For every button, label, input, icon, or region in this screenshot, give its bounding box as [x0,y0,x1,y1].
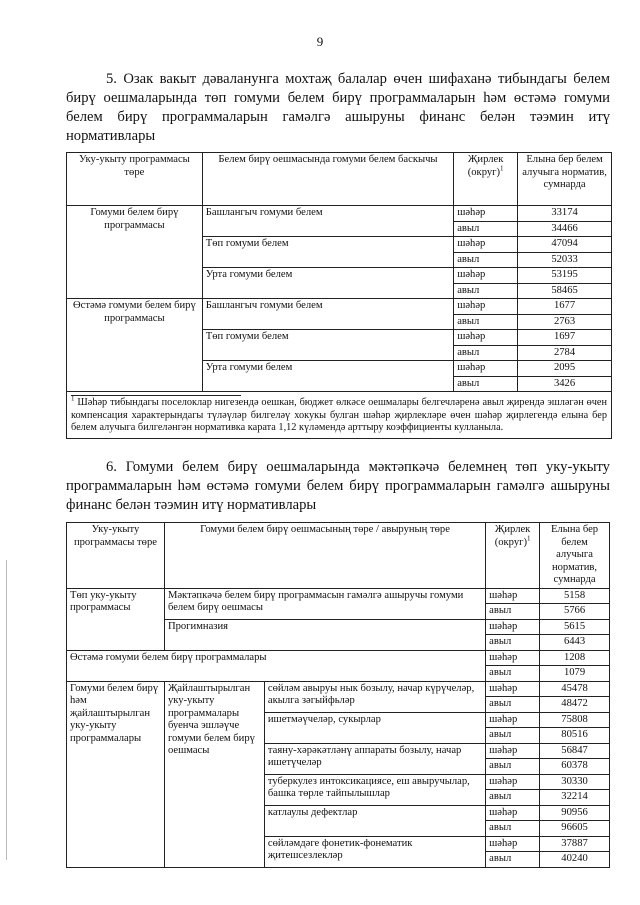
disease-type-cell: сөйләмдәге фонетик-фонематик җитешсезлекләр [264,836,485,867]
normative-value-cell: 96605 [540,821,610,837]
normative-value-cell: 2784 [518,345,612,361]
locality-cell: авыл [486,635,540,651]
normative-value-cell: 52033 [518,252,612,268]
scan-edge-mark [6,560,7,860]
section-6-heading [66,458,610,515]
normative-value-cell: 75808 [540,712,610,728]
normative-value-cell: 56847 [540,743,610,759]
header-locality: Җирлек (округ)$^1$ [454,153,518,206]
header-normative: Елына бер белем алучыга норматив, сумнарда [518,153,612,206]
locality-cell: шәһәр [486,836,540,852]
normative-value-cell: 1079 [540,666,610,682]
locality-cell: шәһәр [486,774,540,790]
table-row [67,299,612,315]
locality-cell: шәһәр [454,330,518,346]
table-header-row [67,153,612,206]
header-normative: Елына бер белем алучыга норматив, сумнарда [540,523,610,589]
normative-value-cell: 80516 [540,728,610,744]
footnote-text: Шәһәр тибындагы поселоклар нигезендә оешкан, бюджет өлкәсе оешмалары белгечләренә авыл җирендә эшләгән өчен компенсация характерындагы түләүләр билгеләү хокукы булган шәһәр җирлекләре өчен шәһәр җирлегендә елына бер белем алучыга билгеләнгән нормативка карата 1,12 күләмендә арттыру коэффициенты кулланыла. [71,397,607,434]
table-row [67,681,610,697]
locality-cell: авыл [486,852,540,868]
education-level-cell: Башлангыч гомуми белем [202,206,453,237]
locality-cell: шәһәр [454,361,518,377]
education-level-cell: Төп гомуми белем [202,237,453,268]
locality-cell: авыл [454,283,518,299]
disease-type-cell: таяну-хәрәкәтләнү аппараты бозылу, начар ишетүчеләр [264,743,485,774]
locality-cell: шәһәр [454,237,518,253]
disease-type-cell: ишетмәүчеләр, сукырлар [264,712,485,743]
program-type-cell: Өстәмә гомуми белем бирү программасы [67,299,203,392]
program-type-cell: Гомуми белем бирү программасы [67,206,203,299]
disease-type-cell: катлаулы дефектлар [264,805,485,836]
header-organization-type: Гомуми белем бирү оешмасының төре / авыруның төре [164,523,485,589]
section-6-title: Гомуми белем бирү оешмаларында мәктәпкәчә белемнең төп уку-укыту программаларын һәм өстәмә гомуми белем бирү программаларын гамәлгә ашыруны финанс белән тәэмин итү нормативлары [66,459,610,513]
disease-type-cell: сөйләм авыруы нык бозылу, начар күрүчеләр, акылга зәгыйфьләр [264,681,485,712]
normative-value-cell: 47094 [518,237,612,253]
locality-cell: авыл [486,666,540,682]
program-type-cell: Гомуми белем бирү һәм җайлаштырылган уку-укыту программалары [67,681,165,867]
normative-value-cell: 33174 [518,206,612,222]
program-type-cell: Төп уку-укыту программасы [67,588,165,650]
normative-value-cell: 34466 [518,221,612,237]
normative-value-cell: 1677 [518,299,612,315]
organization-cell: Җайлаштырылган уку-укыту программалары буенча эшләүче гомуми белем бирү оешмасы [164,681,264,867]
locality-cell: шәһәр [486,805,540,821]
locality-cell: шәһәр [454,299,518,315]
locality-cell: авыл [486,697,540,713]
section-5-title: Озак вакыт дәваланунга мохтаҗ балалар өчен шифаханә тибындагы белем бирү оешмаларында төп гомуми белем бирү программаларын һәм өстәмә гомуми белем бирү программаларын гамәлгә ашыруны финанс белән тәэмин итү нормативлары [66,71,610,144]
locality-cell: шәһәр [454,206,518,222]
normative-value-cell: 30330 [540,774,610,790]
normative-value-cell: 48472 [540,697,610,713]
organization-cell: Мәктәпкәчә белем бирү программасын гамәлгә ашыручы гомуми белем бирү оешмасы [164,588,485,619]
normative-value-cell: 53195 [518,268,612,284]
locality-cell: авыл [454,252,518,268]
normative-value-cell: 40240 [540,852,610,868]
program-type-cell: Өстәмә гомуми белем бирү программалары [67,650,486,681]
disease-type-cell: туберкулез интоксикациясе, еш авыручылар, башка төрле тайпылышлар [264,774,485,805]
section-6-number: 6. [106,459,117,475]
education-level-cell: Урта гомуми белем [202,268,453,299]
locality-cell: авыл [486,728,540,744]
normative-value-cell: 32214 [540,790,610,806]
section-6-table [66,522,610,868]
education-level-cell: Башлангыч гомуми белем [202,299,453,330]
normative-value-cell: 1208 [540,650,610,666]
header-education-level: Белем бирү оешмасында гомуми белем баскычы [202,153,453,206]
education-level-cell: Төп гомуми белем [202,330,453,361]
normative-value-cell: 45478 [540,681,610,697]
section-5-table [66,152,612,439]
footnote-row [67,392,612,439]
locality-cell: авыл [486,759,540,775]
locality-cell: шәһәр [486,650,540,666]
normative-value-cell: 2763 [518,314,612,330]
locality-cell: авыл [454,221,518,237]
table-row [67,650,610,666]
normative-value-cell: 2095 [518,361,612,377]
normative-value-cell: 5158 [540,588,610,604]
locality-cell: шәһәр [486,743,540,759]
locality-cell: авыл [486,604,540,620]
locality-cell: шәһәр [486,619,540,635]
normative-value-cell: 1697 [518,330,612,346]
locality-cell: шәһәр [486,681,540,697]
normative-value-cell: 6443 [540,635,610,651]
locality-cell: шәһәр [486,588,540,604]
header-program-type: Уку-укыту программасы төре [67,153,203,206]
section-5-heading [66,70,610,146]
table-header-row [67,523,610,589]
section-5-number: 5. [106,71,117,87]
normative-value-cell: 58465 [518,283,612,299]
header-locality: Җирлек (округ)$^1$ [486,523,540,589]
locality-cell: авыл [454,345,518,361]
footnote-mark: 1 [71,394,75,403]
locality-cell: шәһәр [486,712,540,728]
locality-cell: авыл [486,790,540,806]
normative-value-cell: 60378 [540,759,610,775]
normative-value-cell: 3426 [518,376,612,392]
organization-cell: Прогимназия [164,619,485,650]
normative-value-cell: 5766 [540,604,610,620]
footnote [67,392,612,439]
page-number: 9 [316,34,324,49]
normative-value-cell: 5615 [540,619,610,635]
locality-cell: авыл [454,376,518,392]
table-row [67,588,610,604]
header-program-type: Уку-укыту программасы төре [67,523,165,589]
locality-cell: авыл [454,314,518,330]
normative-value-cell: 90956 [540,805,610,821]
locality-cell: шәһәр [454,268,518,284]
education-level-cell: Урта гомуми белем [202,361,453,392]
normative-value-cell: 37887 [540,836,610,852]
locality-cell: авыл [486,821,540,837]
table-row [67,206,612,222]
